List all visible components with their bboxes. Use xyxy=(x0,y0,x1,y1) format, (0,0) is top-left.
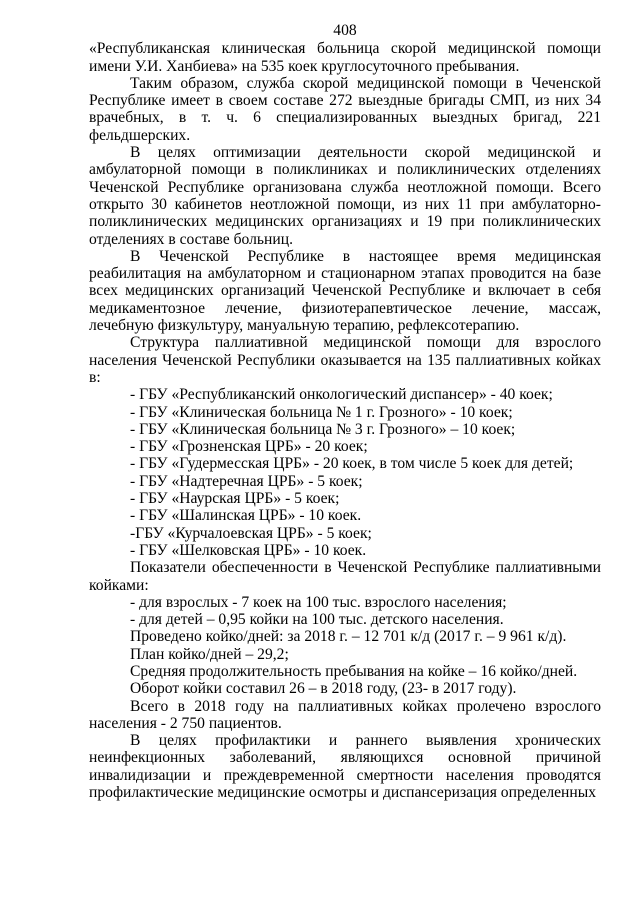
page-number: 408 xyxy=(333,22,357,39)
list-item: - ГБУ «Гудермесская ЦРБ» - 20 коек, в том числе 5 коек для детей; xyxy=(130,455,574,473)
paragraph-rehabilitation: В Чеченской Республике в настоящее время медицинская реабилитация на амбулаторном и стационарном этапах проводится на базе всех медицинских организаций Чеченской Республике и включает в себя медикаментозное лечение, физиотерапевтическое лечение, массаж, лечебную физкультуру, мануальную терапию, рефлексотерапию. xyxy=(89,247,601,335)
document-page xyxy=(89,22,601,801)
list-item: - ГБУ «Республиканский онкологический диспансер» - 40 коек; xyxy=(130,386,553,404)
list-item: - ГБУ «Клиническая больница № 1 г. Грозного» - 10 коек; xyxy=(130,403,513,421)
provision-list xyxy=(89,594,601,629)
list-item: -ГБУ «Курчалоевская ЦРБ» - 5 коек; xyxy=(130,524,372,542)
list-item: - для детей – 0,95 койки на 100 тыс. детского населения. xyxy=(130,611,504,629)
stat-avg-stay: Средняя продолжительность пребывания на койке – 16 койко/дней. xyxy=(130,662,578,680)
paragraph-treated-total: Всего в 2018 году на паллиативных койках пролечено взрослого населения - 2 750 пациентов. xyxy=(89,697,601,732)
list-item: - ГБУ «Шелковская ЦРБ» - 10 коек. xyxy=(130,541,367,559)
paragraph-prevention: В целях профилактики и раннего выявления хронических неинфекционных заболеваний, являющихся основной причиной инвалидизации и преждевременной смертности населения проводятся профилактические медицинские осмотры и диспансеризация определенных xyxy=(89,732,601,802)
list-item: - ГБУ «Наурская ЦРБ» - 5 коек; xyxy=(130,490,340,508)
paragraph-urgent-care: В целях оптимизации деятельности скорой медицинской и амбулаторной помощи в поликлиниках и поликлинических отделениях Чеченской Республике организована служба неотложной помощи. Всего открыто 30 кабинетов неотложной помощи, из них 11 при амбулаторно-поликлинических медицинских организациях и 19 при поликлинических отделениях в составе больниц. xyxy=(89,144,601,248)
list-item: - ГБУ «Грозненская ЦРБ» - 20 коек; xyxy=(130,438,368,456)
list-item: - для взрослых - 7 коек на 100 тыс. взрослого населения; xyxy=(130,593,507,611)
stat-bed-days: Проведено койко/дней: за 2018 г. – 12 701 к/д (2017 г. – 9 961 к/д). xyxy=(130,628,567,646)
paragraph-palliative-structure: Структура паллиативной медицинской помощи для взрослого населения Чеченской Республики оказывается на 135 паллиативных койках в: xyxy=(89,334,601,386)
stat-turnover: Оборот койки составил 26 – в 2018 году, (23- в 2017 году). xyxy=(130,680,517,698)
paragraph-hospital-name: «Республиканская клиническая больница скорой медицинской помощи имени У.И. Ханбиева» на 535 коек круглосуточного пребывания. xyxy=(89,40,601,75)
list-item: - ГБУ «Клиническая больница № 3 г. Грозного» – 10 коек; xyxy=(130,420,516,438)
stat-plan: План койко/дней – 29,2; xyxy=(130,645,289,663)
paragraph-emergency-teams: Таким образом, служба скорой медицинской помощи в Чеченской Республике имеет в своем составе 272 выездные бригады СМП, из них 34 врачебных, в т. ч. 6 специализированных выездных бригад, 221 фельдшерских. xyxy=(89,74,601,144)
list-item: - ГБУ «Шалинская ЦРБ» - 10 коек. xyxy=(130,507,362,525)
palliative-list xyxy=(89,386,601,559)
paragraph-provision: Показатели обеспеченности в Чеченской Республике паллиативными койками: xyxy=(89,559,601,594)
list-item: - ГБУ «Надтеречная ЦРБ» - 5 коек; xyxy=(130,472,363,490)
